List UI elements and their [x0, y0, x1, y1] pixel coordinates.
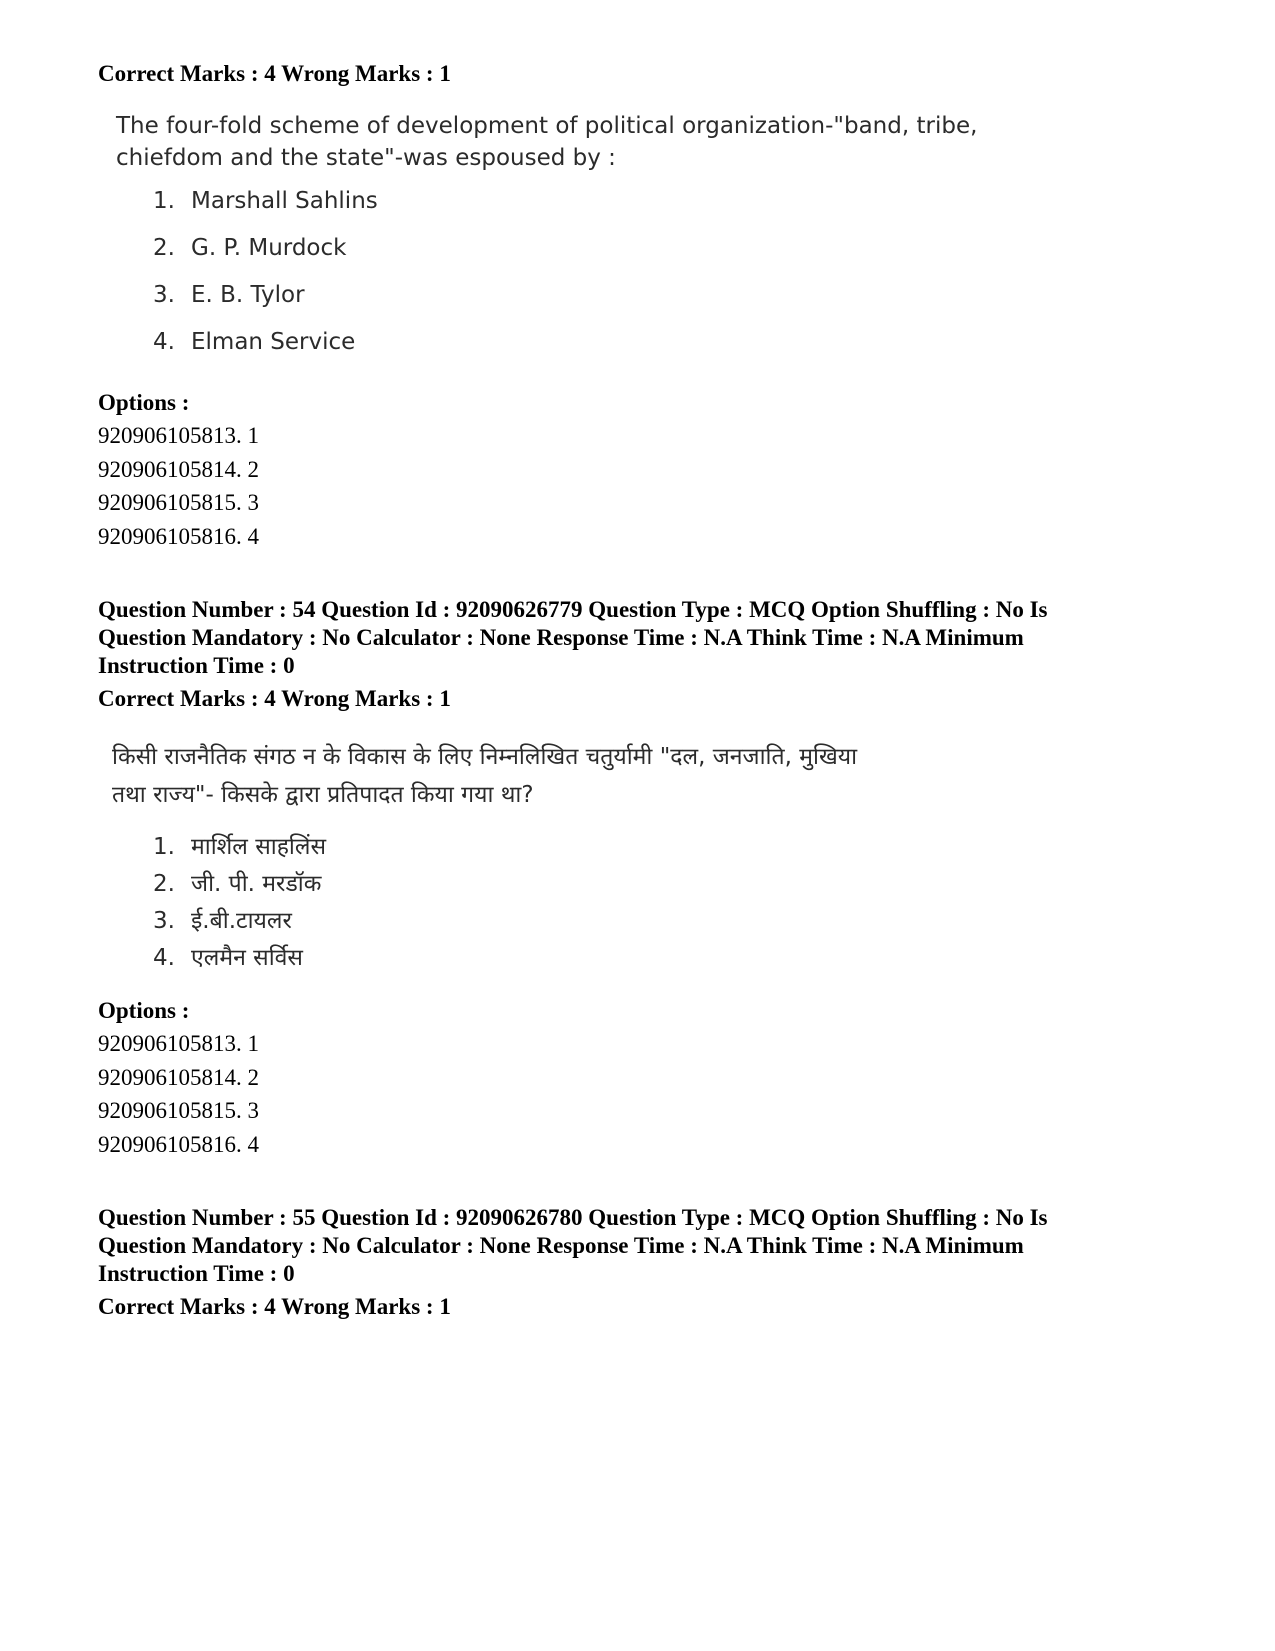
question-line: तथा राज्य"- किसके द्वारा प्रतिपादत किया गया था?	[112, 782, 534, 808]
question-header-line: Question Mandatory : No Calculator : None Response Time : N.A Think Time : N.A Minimum	[98, 625, 1024, 650]
option-row: 920906105814. 2	[98, 1065, 259, 1090]
question-header-line: Question Number : 55 Question Id : 92090626780 Question Type : MCQ Option Shuffling : No Is	[98, 1205, 1048, 1230]
option-row: 920906105816. 4	[98, 1132, 259, 1157]
options-label: Options :	[98, 998, 190, 1023]
option-row: 920906105815. 3	[98, 490, 259, 515]
choice-item: 3. ई.बी.टायलर	[153, 908, 292, 934]
marks-line: Correct Marks : 4 Wrong Marks : 1	[98, 686, 451, 711]
choice-item: 2. G. P. Murdock	[153, 235, 347, 261]
marks-line: Correct Marks : 4 Wrong Marks : 1	[98, 61, 451, 86]
question-header-line: Instruction Time : 0	[98, 1261, 295, 1286]
question-header-line: Instruction Time : 0	[98, 653, 295, 678]
option-row: 920906105815. 3	[98, 1098, 259, 1123]
question-text-hindi	[112, 738, 857, 814]
choice-item: 1. Marshall Sahlins	[153, 188, 378, 214]
question-line: chiefdom and the state"-was espoused by :	[116, 145, 616, 171]
question-text	[116, 110, 977, 174]
option-row: 920906105813. 1	[98, 1031, 259, 1056]
option-row: 920906105813. 1	[98, 423, 259, 448]
question-line: किसी राजनैतिक संगठ न के विकास के लिए निम्नलिखित चतुर्यामी "दल, जनजाति, मुखिया	[112, 744, 858, 770]
choice-item: 2. जी. पी. मरडॉक	[153, 871, 322, 897]
option-row: 920906105814. 2	[98, 457, 259, 482]
choice-item: 1. मार्शिल साहलिंस	[153, 834, 327, 860]
question-header-line: Question Mandatory : No Calculator : None Response Time : N.A Think Time : N.A Minimum	[98, 1233, 1024, 1258]
choice-item: 4. एलमैन सर्विस	[153, 945, 303, 971]
choice-item: 4. Elman Service	[153, 329, 356, 355]
marks-line: Correct Marks : 4 Wrong Marks : 1	[98, 1294, 451, 1319]
question-header-line: Question Number : 54 Question Id : 92090626779 Question Type : MCQ Option Shuffling : No Is	[98, 597, 1048, 622]
options-label: Options :	[98, 390, 190, 415]
choice-item: 3. E. B. Tylor	[153, 282, 305, 308]
option-row: 920906105816. 4	[98, 524, 259, 549]
question-line: The four-fold scheme of development of political organization-"band, tribe,	[116, 113, 978, 139]
